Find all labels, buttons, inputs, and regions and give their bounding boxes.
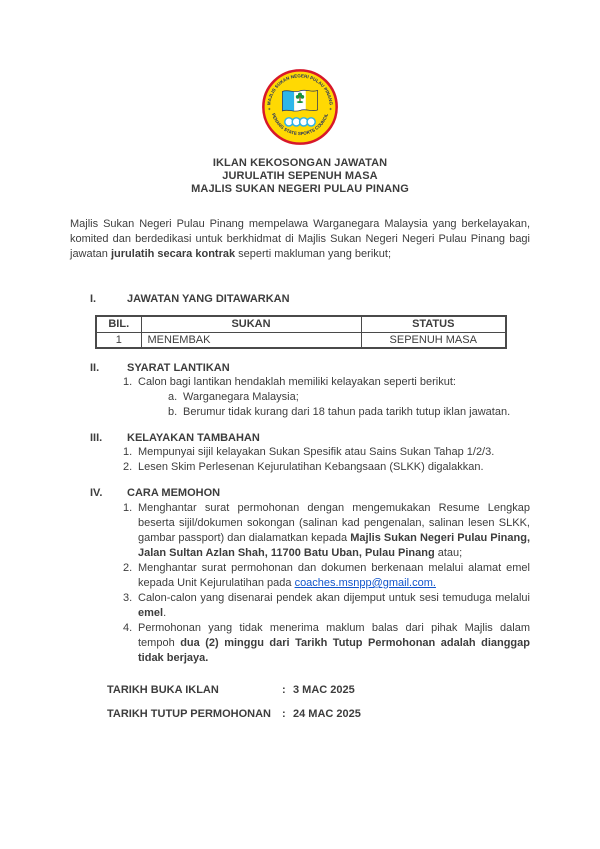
- email-link[interactable]: coaches.msnpp@gmail.com.: [294, 577, 436, 589]
- text-segment: jurulatih secara kontrak: [110, 248, 236, 260]
- list-marker: 2.: [123, 461, 133, 473]
- text-segment: atau;: [434, 547, 463, 559]
- text-segment: .: [163, 607, 167, 619]
- dates-block: [70, 683, 530, 721]
- list-item-text: [138, 561, 530, 591]
- text-segment: Lesen Skim Perlesenan Kejurulatihan Kebangsaan (SLKK) digalakkan.: [138, 461, 484, 473]
- sub-list-item: [70, 390, 530, 405]
- section-kelayakan-tambahan: [70, 431, 530, 475]
- section-heading-row: [70, 292, 530, 306]
- table-cell: MENEMBAK: [141, 332, 361, 348]
- list-item: [70, 445, 530, 460]
- date-close-value: 24 MAC 2025: [293, 708, 361, 720]
- table-cell: SEPENUH MASA: [361, 332, 506, 348]
- list-marker: a.: [168, 391, 178, 403]
- date-colon: :: [282, 684, 286, 696]
- date-open-value: 3 MAC 2025: [293, 684, 355, 696]
- positions-table: [95, 315, 507, 349]
- sub-list-item-text: [183, 405, 530, 420]
- cara-memohon-list: [70, 501, 530, 666]
- text-segment: emel: [138, 607, 164, 619]
- list-item: [70, 460, 530, 475]
- list-item: [70, 621, 530, 666]
- text-segment: Menghantar surat permohonan dengan mengemukakan Resume Lengkap beserta sijil/dokumen sokongan (salinan kad pengenalan, salinan lesen SLKK, gambar passport) dan dialamatkan kepada: [138, 502, 530, 544]
- title-line-3: MAJLIS SUKAN NEGERI PULAU PINANG: [191, 183, 409, 195]
- section-heading: CARA MEMOHON: [127, 487, 221, 499]
- sub-list-item-text: [183, 390, 530, 405]
- date-open-row: [107, 683, 530, 697]
- text-segment: Calon-calon yang disenarai pendek akan dijemput untuk sesi temuduga melalui: [138, 592, 530, 604]
- list-item: [70, 561, 530, 591]
- table-row: [96, 332, 506, 348]
- msnpp-logo-emblem: [261, 68, 339, 146]
- list-marker: 2.: [123, 562, 133, 574]
- table-header-cell: STATUS: [361, 316, 506, 332]
- intro-paragraph: [70, 217, 530, 262]
- date-open-label: TARIKH BUKA IKLAN: [107, 684, 219, 696]
- text-segment: Warganegara Malaysia;: [183, 391, 299, 403]
- list-marker: 4.: [123, 622, 133, 634]
- sub-list-item: [70, 405, 530, 420]
- text-segment: Menghantar surat permohonan dan dokumen berkenaan melalui alamat emel kepada Unit Kejurulatihan pada: [138, 562, 530, 589]
- list-marker: 1.: [123, 502, 133, 514]
- title-line-2: JURULATIH SEPENUH MASA: [222, 170, 378, 182]
- list-item-text: [138, 591, 530, 621]
- table-header-row: [96, 316, 506, 332]
- syarat-list: [70, 375, 530, 420]
- text-segment: Berumur tidak kurang dari 18 tahun pada tarikh tutup iklan jawatan.: [183, 406, 511, 418]
- table-header-cell: BIL.: [96, 316, 141, 332]
- table-header-cell: SUKAN: [141, 316, 361, 332]
- section-numeral: III.: [90, 432, 103, 444]
- section-heading-row: [70, 361, 530, 375]
- list-item: [70, 501, 530, 561]
- logo-arc-text-top: MAJLIS SUKAN NEGERI PULAU PINANG: [266, 73, 334, 106]
- section-heading: SYARAT LANTIKAN: [127, 362, 230, 374]
- section-heading: KELAYAKAN TAMBAHAN: [127, 432, 260, 444]
- section-syarat-lantikan: [70, 361, 530, 420]
- logo-star-left-icon: ✶: [267, 106, 272, 112]
- list-item: [70, 591, 530, 621]
- kelayakan-list: [70, 445, 530, 475]
- olympic-rings-icon: [285, 118, 315, 126]
- list-marker: 3.: [123, 592, 133, 604]
- list-item-text: [138, 445, 530, 460]
- text-segment: Majlis Sukan Negeri Pulau Pinang mempelawa Warganegara Malaysia yang berkelayakan, komited dan berdedikasi untuk berkhidmat di Majlis Sukan Negeri Negeri Pulau Pinang bagi jawatan: [70, 218, 530, 260]
- tree-trunk: [299, 96, 300, 101]
- logo-star-right-icon: ✶: [328, 106, 333, 112]
- section-numeral: I.: [90, 293, 97, 305]
- list-item: [70, 375, 530, 390]
- section-heading-row: [70, 486, 530, 501]
- list-item-text: [138, 460, 530, 475]
- date-colon: :: [282, 708, 286, 720]
- list-marker: 1.: [123, 376, 133, 388]
- text-segment: Majlis Sukan Negeri Pulau Pinang, Jalan Sultan Azlan Shah, 11700 Batu Uban, Pulau Pinang: [138, 532, 531, 559]
- table-cell: 1: [96, 332, 141, 348]
- logo-arc-text-bottom: PENANG STATE SPORTS COUNCIL: [270, 112, 330, 137]
- msnpp-logo: [261, 68, 339, 146]
- list-item-text: [138, 501, 530, 561]
- text-segment: Permohonan yang tidak menerima maklum balas dari pihak Majlis dalam tempoh: [138, 622, 530, 649]
- section-numeral: IV.: [90, 487, 103, 499]
- list-item-text: [138, 621, 530, 666]
- section-heading: JAWATAN YANG DITAWARKAN: [127, 293, 290, 305]
- list-marker: 1.: [123, 446, 133, 458]
- section-jawatan-ditawarkan: [70, 292, 530, 349]
- text-segment: Mempunyai sijil kelayakan Sukan Spesifik atau Sains Sukan Tahap 1/2/3.: [138, 446, 495, 458]
- list-marker: b.: [168, 406, 178, 418]
- title-line-1: IKLAN KEKOSONGAN JAWATAN: [212, 157, 388, 169]
- section-heading-row: [70, 431, 530, 445]
- date-close-row: [107, 707, 530, 721]
- date-close-label: TARIKH TUTUP PERMOHONAN: [107, 708, 271, 720]
- text-segment: dua (2) minggu dari Tarikh Tutup Permohonan adalah dianggap tidak berjaya.: [138, 637, 530, 664]
- text-segment: Calon bagi lantikan hendaklah memiliki kelayakan seperti berikut:: [138, 376, 456, 388]
- text-segment: seperti makluman yang berikut;: [235, 248, 392, 260]
- section-numeral: II.: [90, 362, 100, 374]
- section-cara-memohon: [70, 486, 530, 666]
- document-title: [70, 157, 530, 196]
- list-item-text: [138, 375, 530, 390]
